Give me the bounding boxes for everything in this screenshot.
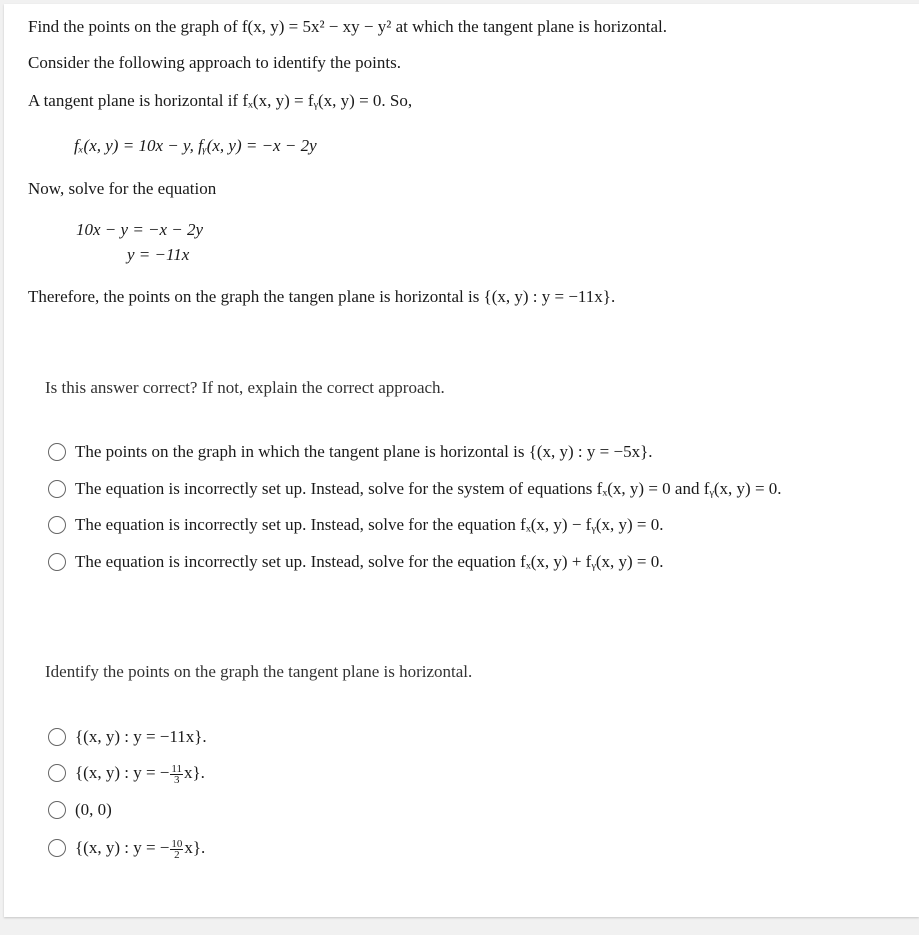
option-label[interactable]: The equation is incorrectly set up. Instead, solve for the equation fₓ(x, y) − fᵧ(x, y) = 0.	[75, 515, 664, 534]
option-label[interactable]: The equation is incorrectly set up. Instead, solve for the system of equations fₓ(x, y) = 0 and fᵧ(x, y) = 0.	[75, 479, 782, 498]
fraction: $\frac{10}{2}$	[171, 837, 183, 861]
question-card	[4, 4, 919, 917]
radio-button[interactable]	[48, 801, 66, 819]
radio-button[interactable]	[48, 480, 66, 498]
radio-button[interactable]	[48, 839, 66, 857]
fraction: $\frac{11}{3}$	[171, 762, 182, 786]
radio-button[interactable]	[48, 764, 66, 782]
solve-intro: Now, solve for the equation	[28, 179, 217, 198]
question1-prompt: Is this answer correct? If not, explain the correct approach.	[45, 378, 445, 397]
radio-button[interactable]	[48, 728, 66, 746]
option-label[interactable]	[75, 762, 205, 785]
equation-line-1: 10x − y = −x − 2y	[76, 220, 204, 239]
option-label[interactable]: (0, 0)	[75, 800, 112, 819]
question2-prompt: Identify the points on the graph the tangent plane is horizontal.	[45, 662, 473, 681]
radio-button[interactable]	[48, 516, 66, 534]
option-label[interactable]: {(x, y) : y = −11x}.	[75, 727, 207, 746]
radio-button[interactable]	[48, 553, 66, 571]
tangent-condition: A tangent plane is horizontal if fₓ(x, y) = fᵧ(x, y) = 0. So,	[28, 91, 413, 110]
option-suffix: x}.	[184, 838, 206, 857]
option-prefix: {(x, y) : y = −	[75, 763, 170, 782]
option-label[interactable]: The equation is incorrectly set up. Instead, solve for the equation fₓ(x, y) + fᵧ(x, y) = 0.	[75, 552, 664, 571]
option-label[interactable]: The points on the graph in which the tangent plane is horizontal is {(x, y) : y = −5x}.	[75, 442, 653, 461]
approach-intro: Consider the following approach to identify the points.	[28, 53, 401, 72]
proposed-conclusion: Therefore, the points on the graph the tangen plane is horizontal is {(x, y) : y = −11x}.	[28, 287, 616, 306]
option-prefix: {(x, y) : y = −	[75, 838, 170, 857]
partial-derivatives: fₓ(x, y) = 10x − y, fᵧ(x, y) = −x − 2y	[74, 136, 317, 155]
option-suffix: x}.	[183, 763, 205, 782]
option-label[interactable]	[75, 837, 205, 860]
equation-line-2: y = −11x	[127, 245, 190, 264]
problem-statement: Find the points on the graph of f(x, y) = 5x² − xy − y² at which the tangent plane is horizontal.	[28, 17, 668, 36]
radio-button[interactable]	[48, 443, 66, 461]
